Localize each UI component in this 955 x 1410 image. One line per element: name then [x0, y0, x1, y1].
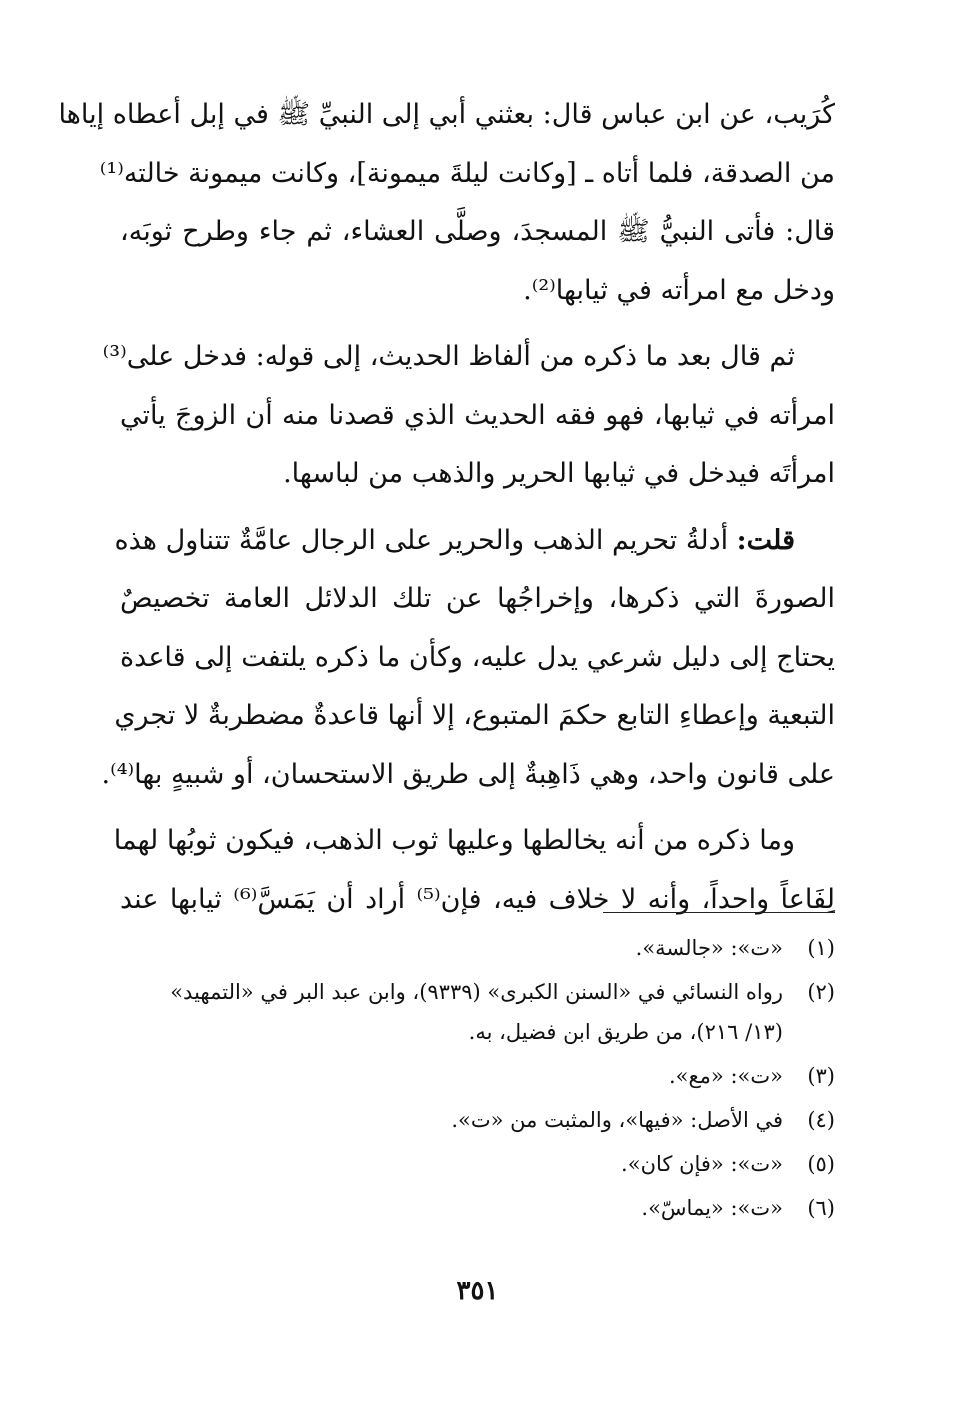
text-line: ودخل مع امرأته في ثيابها⁽²⁾.: [523, 274, 835, 306]
footnote-text: «ت»: «يماسّ».: [641, 1196, 783, 1220]
main-text: [58, 86, 836, 929]
text-line: التبعية وإعطاءِ التابع حكمَ المتبوع، إلا أنها قاعدةٌ مضطربةٌ لا تجري: [114, 700, 835, 731]
footnote-item: [120, 1144, 835, 1184]
footnote-number: (٦): [807, 1196, 835, 1220]
text-line: امرأته في ثيابها، فهو فقه الحديث الذي قصدنا منه أن الزوجَ يأتي: [120, 399, 835, 431]
footnote-number: (٣): [807, 1064, 835, 1088]
page-number: ٣٥١: [456, 1276, 499, 1306]
text-line-rest: أدلةُ تحريم الذهب والحرير على الرجال عامَّةٌ تتناول هذه: [114, 524, 737, 556]
lead-word: قلت:: [736, 524, 795, 556]
text-line: من الصدقة، فلما أتاه ـ [وكانت ليلةَ ميمونة]، وكانت ميمونة خالته⁽¹⁾: [99, 157, 835, 189]
footnote-item: [120, 928, 835, 968]
text-line: الصورةَ التي ذكرها، وإخراجُها عن تلك الدلائل العامة تخصيصٌ: [120, 583, 835, 614]
footnote-text: (١٣/ ٢١٦)، من طريق ابن فضيل، به.: [468, 1020, 783, 1044]
footnotes: [120, 928, 835, 1232]
text-line: قال: فأتى النبيُّ ﷺ المسجدَ، وصلَّى العشاء، ثم جاء وطرح ثوبَه،: [120, 216, 835, 247]
footnote-divider: [603, 912, 835, 913]
footnote-number: (٢): [807, 980, 835, 1004]
footnote-text: في الأصل: «فيها»، والمثبت من «ت».: [451, 1108, 783, 1132]
text-line: لِفَاعاً واحداً، وأنه لا خلاف فيه، فإن⁽⁵⁾ أراد أن يَمَسَّ⁽⁶⁾ ثيابها عند: [120, 883, 836, 915]
footnote-number: (٥): [807, 1152, 835, 1176]
text-line: كُرَيب، عن ابن عباس قال: بعثني أبي إلى النبيِّ ﷺ في إبل أعطاه إياها: [58, 99, 835, 130]
footnote-item: [120, 1056, 835, 1096]
footnote-number: (٤): [807, 1108, 835, 1132]
text-line: ثم قال بعد ما ذكره من ألفاظ الحديث، إلى قوله: فدخل على⁽³⁾: [102, 341, 795, 372]
footnote-text: رواه النسائي في «السنن الكبرى» (٩٣٣٩)، وابن عبد البر في «التمهيد»: [170, 980, 783, 1004]
footnote-text: «ت»: «جالسة».: [635, 936, 783, 960]
text-line: وما ذكره من أنه يخالطها وعليها ثوب الذهب، فيكون ثوبُها لهما: [113, 825, 795, 856]
text-line: يحتاج إلى دليل شرعي يدل عليه، وكأن ما ذكره يلتفت إلى قاعدة: [120, 641, 835, 673]
text-line: امرأتَه فيدخل في ثيابها الحرير والذهب من لباسها.: [283, 458, 835, 489]
footnote-item: [120, 972, 835, 1052]
footnote-text: «ت»: «مع».: [668, 1064, 783, 1088]
footnote-number: (١): [807, 936, 835, 960]
footnote-text: «ت»: «فإن كان».: [621, 1152, 783, 1176]
text-line: على قانون واحد، وهي ذَاهِبةٌ إلى طريق الاستحسان، أو شبيهٍ بها⁽⁴⁾.: [101, 758, 835, 790]
footnote-item: [120, 1188, 835, 1228]
text-line: [114, 512, 835, 571]
footnote-item: [120, 1100, 835, 1140]
